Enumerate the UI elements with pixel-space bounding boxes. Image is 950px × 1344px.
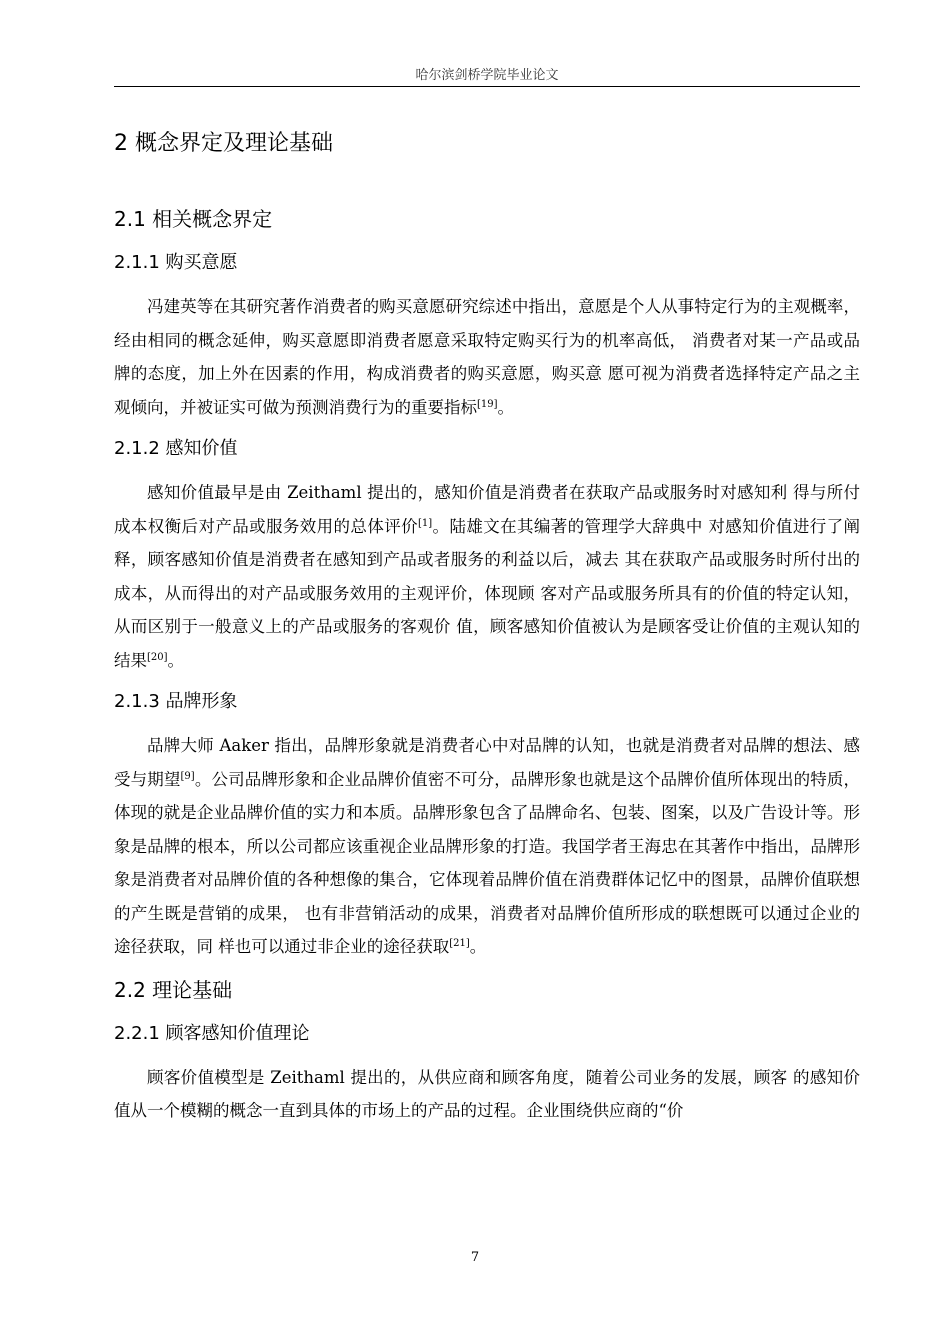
citation: [9] <box>180 770 195 782</box>
section-title-2-2: 2.2 理论基础 <box>114 977 233 1002</box>
paragraph-text: 。公司品牌形象和企业品牌价值密不可分，品牌形象也就是这个品牌价值所体现出的特质，体现的就是企业品牌价值的实力和本质。品牌形象包含了品牌命名、包装、图案，以及广告设计等。形象是品牌的根本，所以公司都应该重视企业品牌形象的打造。我国学者王海忠在其著作中指出，品牌形象是消费者对品牌价值的各种想像的集合，它体现着品牌价值在消费群体记忆中的图景，品牌价值联想的产生既是营销的成果， 也有非营销活动的成果，消费者对品牌价值所形成的联想既可以通过企业的途径获取，同 样也可以通过非企业的途径获取 <box>114 769 861 956</box>
running-header: 哈尔滨剑桥学院毕业论文 <box>415 68 559 83</box>
section-title-2-1-2: 2.1.2 感知价值 <box>114 438 238 459</box>
citation: [20] <box>147 651 168 663</box>
section-title-2-1-1: 2.1.1 购买意愿 <box>114 252 238 273</box>
header-divider <box>114 86 860 87</box>
paragraph-text: 冯建英等在其研究著作消费者的购买意愿研究综述中指出，意愿是个人从事特定行为的主观概率，经由相同的概念延伸，购买意愿即消费者愿意采取特定购买行为的机率高低， 消费者对某一产品或品牌的态度，加上外在因素的作用，构成消费者的购买意愿，购买意 愿可视为消费者选择特定产品之主观倾向，并被证实可做为预测消费行为的重要指标 <box>114 297 860 417</box>
paragraph-brand-image <box>114 729 860 964</box>
citation: [19] <box>477 398 498 410</box>
paragraph-end: 。 <box>469 937 487 956</box>
paragraph-customer-value-theory: 顾客价值模型是 Zeithaml 提出的，从供应商和顾客角度，随着公司业务的发展，顾客 的感知价值从一个模糊的概念一直到具体的市场上的产品的过程。企业围绕供应商的“价 <box>114 1067 860 1120</box>
section-title-2-1-3: 2.1.3 品牌形象 <box>114 691 238 712</box>
paragraph-text: 品牌大师 Aaker 指出，品牌形象就是消费者心中对品牌的认知，也就是消费者对品牌的想法、感受与期望 <box>114 736 860 789</box>
citation: [1] <box>418 517 433 529</box>
paragraph-purchase-intention <box>114 290 860 424</box>
paragraph-end: 。 <box>167 650 185 670</box>
paragraph-end: 。 <box>497 397 515 417</box>
section-title-2-2-1: 2.2.1 顾客感知价值理论 <box>114 1022 310 1044</box>
citation: [21] <box>449 938 470 949</box>
page-number: 7 <box>470 1250 480 1265</box>
chapter-title: 2 概念界定及理论基础 <box>114 131 333 156</box>
paragraph-text: 感知价值最早是由 Zeithaml 提出的，感知价值是消费者在获取产品或服务时对感知利 得与所付成本权衡后对产品或服务效用的总体评价 <box>114 483 860 536</box>
paragraph-perceived-value <box>114 476 860 677</box>
section-title-2-1: 2.1 相关概念界定 <box>114 207 273 231</box>
page-body <box>114 118 860 1138</box>
paragraph-text: 。陆雄文在其编著的管理学大辞典中 对感知价值进行了阐释，顾客感知价值是消费者在感知到产品或者服务的利益以后，减去 其在获取产品或服务时所付出的成本，从而得出的对产品或服务效用的主观评价，体现顾 客对产品或服务所具有的价值的特定认知，从而区别于一般意义上的产品或服务的客观价 值，顾客感知价值被认为是顾客受让价值的主观认知的结果 <box>114 516 861 670</box>
